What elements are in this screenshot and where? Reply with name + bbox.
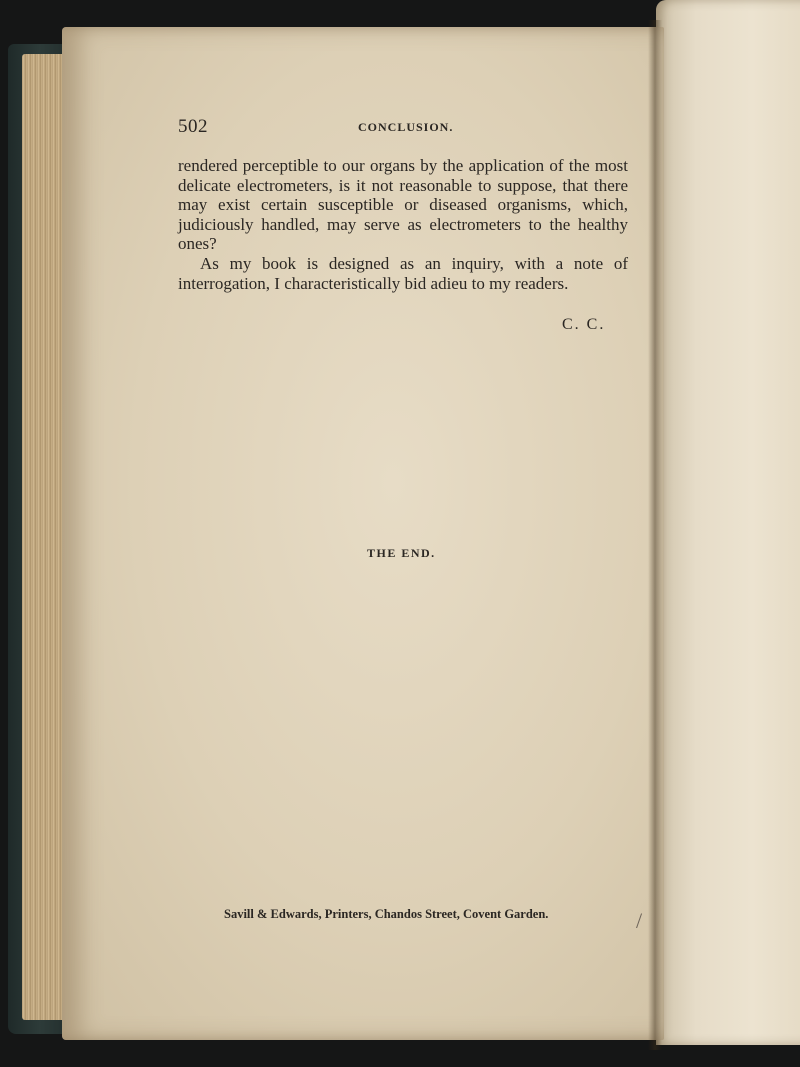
paragraph: As my book is designed as an inquiry, with a note of interrogation, I characteristically bid adieu to my readers. — [178, 253, 628, 293]
gutter-shadow — [648, 20, 662, 1050]
facing-page — [656, 0, 800, 1045]
pencil-mark: / — [636, 908, 643, 933]
page-header — [178, 116, 628, 140]
body-text — [178, 156, 628, 293]
paragraph: rendered perceptible to our organs by the application of the most delicate electrometers, is it not reasonable to suppose, that there may exist certain susceptible or diseased organisms, which, judiciously handled, may serve as electrometers to the healthy ones? — [178, 156, 628, 254]
running-head: CONCLUSION. — [358, 120, 454, 134]
signature: C. C. — [562, 316, 606, 333]
the-end: THE END. — [367, 546, 436, 560]
page-number: 502 — [178, 116, 208, 137]
printer-imprint: Savill & Edwards, Printers, Chandos Street, Covent Garden. — [224, 907, 549, 921]
